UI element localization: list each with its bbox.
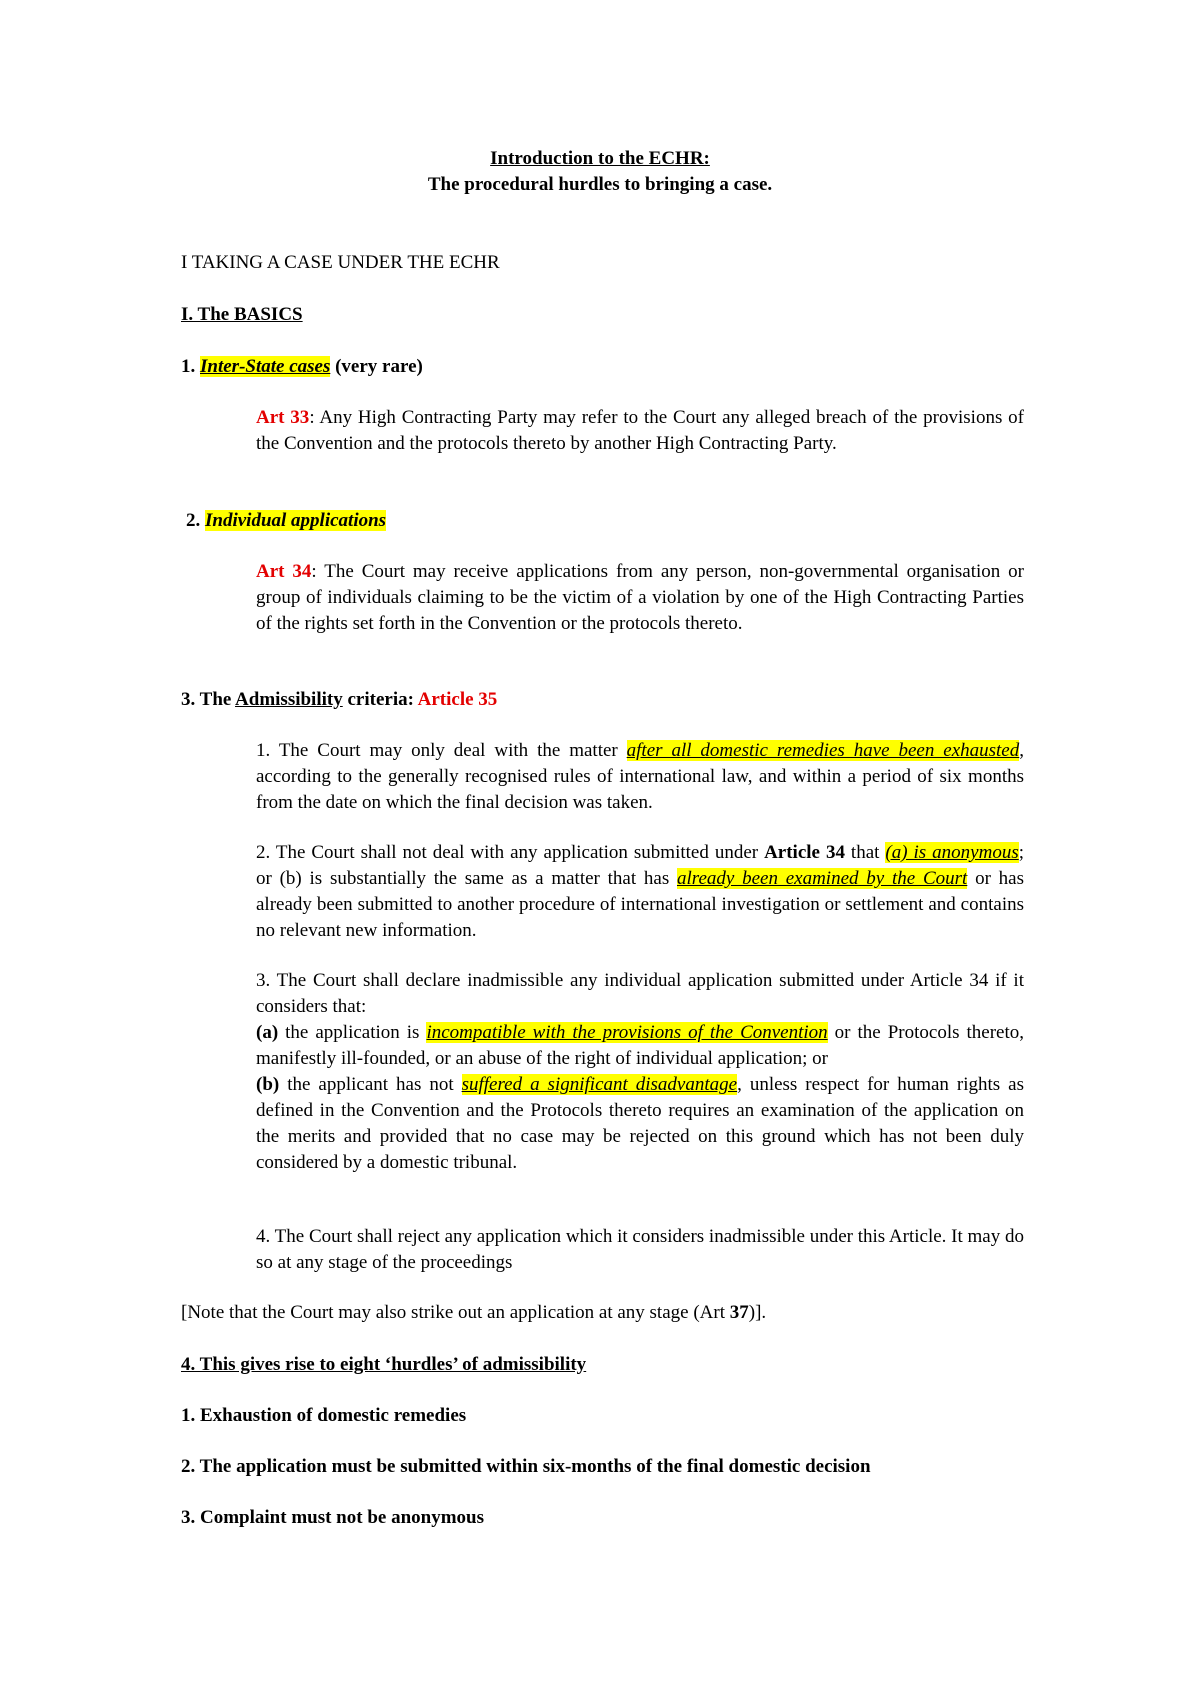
para-1-highlight: after all domestic remedies have been exhausted <box>626 740 1020 761</box>
title-line-2: The procedural hurdles to bringing a case. <box>427 174 773 195</box>
para-2-article-34: Article 34 <box>764 842 845 863</box>
art-33-paragraph <box>256 405 1024 457</box>
para-3-a-text-2: or the Protocols thereto, manifestly ill-founded, or an abuse of the right of individual application; or <box>256 1022 1024 1069</box>
para-3-b-highlight: suffered a significant disadvantage <box>461 1074 738 1095</box>
art-34-label: Art 34 <box>256 561 312 582</box>
section-2-number: 2. <box>186 510 205 531</box>
para-3-a-highlight: incompatible with the provisions of the Convention <box>426 1022 828 1043</box>
para-2-text-c: ; or (b) is substantially the same as a matter that has <box>256 842 1024 889</box>
hurdle-item: 2. The application must be submitted within six-months of the final domestic decision <box>181 1456 871 1477</box>
art-35-para-2 <box>256 840 1024 944</box>
para-2-text-a: 2. The Court shall not deal with any application submitted under <box>256 842 765 863</box>
document-title <box>0 146 1200 198</box>
para-3-b-text-1: the applicant has not <box>279 1074 462 1095</box>
part-heading: I TAKING A CASE UNDER THE ECHR <box>181 252 500 273</box>
hurdle-item: 3. Complaint must not be anonymous <box>181 1507 484 1528</box>
art-33-label: Art 33 <box>256 407 310 428</box>
section-3-middle: criteria: <box>342 689 418 710</box>
para-3-intro: 3. The Court shall declare inadmissible any individual application submitted under Article 34 if it considers that: <box>256 970 1024 1017</box>
para-3-a-text-1: the application is <box>278 1022 427 1043</box>
art-33-text: : Any High Contracting Party may refer to the Court any alleged breach of the provisions of the Convention and the protocols thereto by another High Contracting Party. <box>256 407 1025 454</box>
para-3-a-label: (a) <box>256 1022 279 1043</box>
section-2-highlight: Individual applications <box>205 510 387 531</box>
section-1-highlight: Inter-State cases <box>200 356 331 377</box>
section-1-heading <box>181 354 423 380</box>
section-1-rest: (very rare) <box>330 356 423 377</box>
title-line-1: Introduction to the ECHR: <box>490 148 710 169</box>
section-4-heading: 4. This gives rise to eight ‘hurdles’ of admissibility <box>181 1354 587 1375</box>
section-3-prefix: 3. The <box>181 689 236 710</box>
note-paragraph <box>181 1300 1024 1326</box>
section-2-heading <box>186 508 386 534</box>
hurdle-item: 1. Exhaustion of domestic remedies <box>181 1405 467 1426</box>
art-35-para-1 <box>256 738 1024 816</box>
note-text-b: )]. <box>748 1302 767 1323</box>
section-1-number: 1. <box>181 356 200 377</box>
art-34-text: : The Court may receive applications from any person, non-governmental organisation or group of individuals claiming to be the victim of a violation by one of the High Contracting Parties of the rights set forth in the Convention or the protocols thereto. <box>256 561 1024 634</box>
para-3-b-label: (b) <box>256 1074 280 1095</box>
art-35-para-3 <box>256 968 1024 1176</box>
para-2-highlight-examined: already been examined by the Court <box>676 868 968 889</box>
para-3-b-text-2: , unless respect for human rights as defined in the Convention and the Protocols thereto requires an examination of the application on the merits and provided that no case may be rejected on this ground which has not been duly considered by a domestic tribunal. <box>256 1074 1024 1173</box>
note-text-a: [Note that the Court may also strike out an application at any stage (Art <box>181 1302 730 1323</box>
art-34-paragraph <box>256 559 1024 637</box>
para-1-text-b: , according to the generally recognised rules of international law, and within a period of six months from the date on which the final decision was taken. <box>256 740 1024 813</box>
para-2-text-b: that <box>844 842 886 863</box>
note-article-37: 37 <box>729 1302 749 1323</box>
section-3-article-35: Article 35 <box>417 689 498 710</box>
para-2-text-d: or has already been submitted to another procedure of international investigation or settlement and contains no relevant new information. <box>256 868 1024 941</box>
section-3-admissibility: Admissibility <box>235 689 343 710</box>
para-2-highlight-anonymous: (a) is anonymous <box>885 842 1019 863</box>
para-1-text-a: 1. The Court may only deal with the matter <box>256 740 627 761</box>
basics-heading: I. The BASICS <box>181 304 303 325</box>
section-3-heading <box>181 687 497 713</box>
art-35-para-4: 4. The Court shall reject any application which it considers inadmissible under this Article. It may do so at any stage of the proceedings <box>256 1226 1024 1273</box>
